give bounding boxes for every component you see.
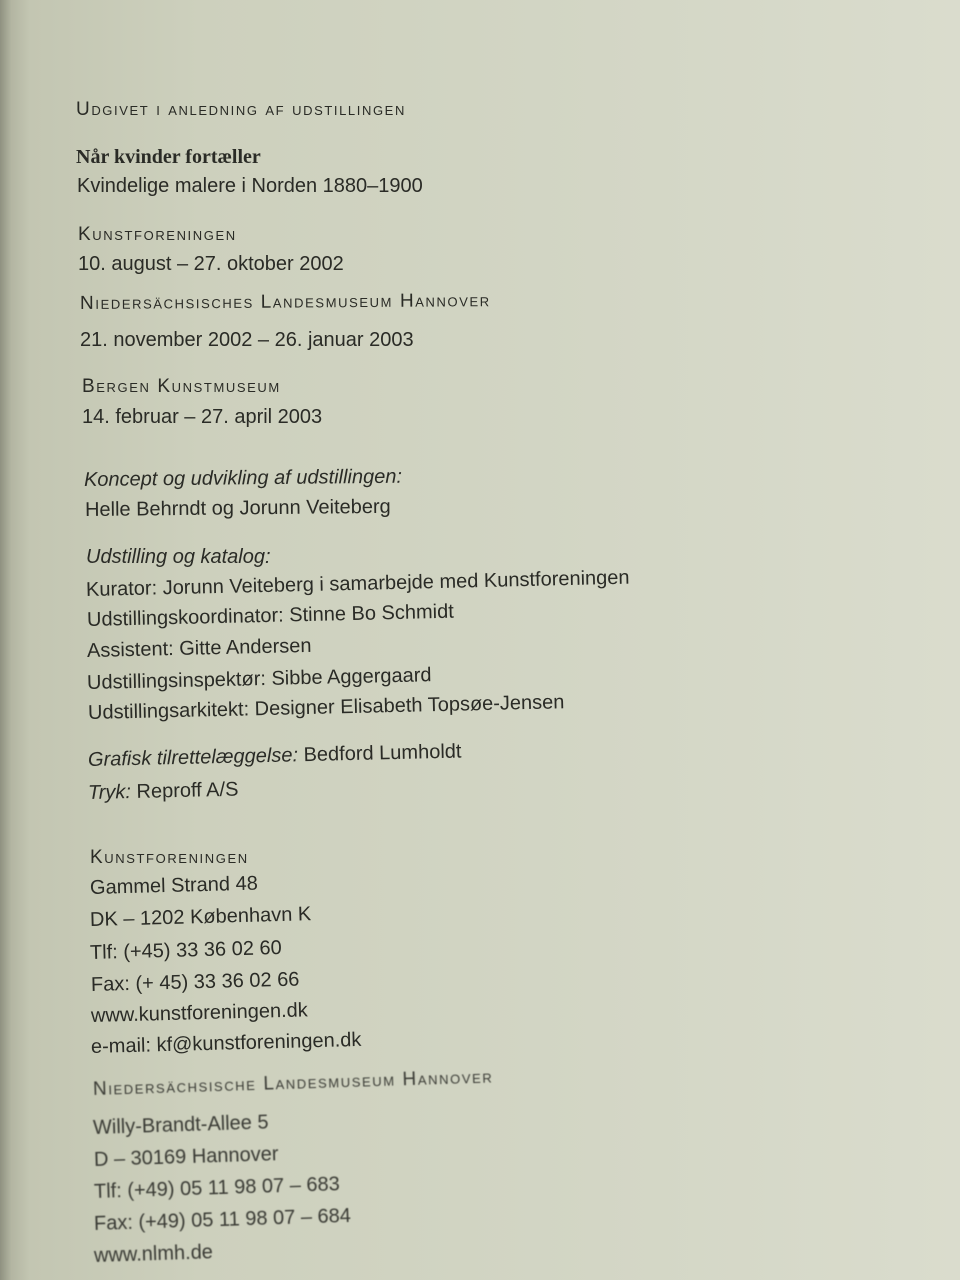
concept-label: Koncept og udvikling af udstillingen: <box>83 465 403 491</box>
phone-line: Tlf: (+45) 33 36 02 60 <box>89 936 283 964</box>
contact-name: Kunstforeningen <box>90 847 249 868</box>
exhibition-subtitle: Kvindelige malere i Norden 1880–1900 <box>77 175 423 197</box>
venue-name: Kunstforeningen <box>78 224 237 245</box>
venue-dates: 14. februar – 27. april 2003 <box>82 406 323 428</box>
address-line: D – 30169 Hannover <box>93 1143 279 1171</box>
credit-line: Assistent: Gitte Andersen <box>86 634 312 662</box>
fax-line: Fax: (+49) 05 11 98 07 – 684 <box>93 1204 352 1235</box>
fax-line: Fax: (+ 45) 33 36 02 66 <box>90 968 300 996</box>
website-link[interactable]: www.nlmh.de <box>93 1241 214 1267</box>
credit-line: Udstillingsarkitekt: Designer Elisabeth Topsøe-Jensen <box>87 691 565 724</box>
venue-dates: 21. november 2002 – 26. januar 2003 <box>80 329 414 351</box>
email-link[interactable]: e-mail: kf@kunstforeningen.dk <box>90 1028 362 1058</box>
address-line: DK – 1202 København K <box>89 903 312 931</box>
exhibition-title: Når kvinder fortæller <box>76 146 261 168</box>
graphic-design-label: Grafisk tilrettelæggelse: <box>87 744 299 771</box>
address-line: Willy-Brandt-Allee 5 <box>92 1111 269 1139</box>
website-link[interactable]: www.kunstforeningen.dk <box>90 999 309 1027</box>
venue-name: Bergen Kunstmuseum <box>82 376 281 397</box>
credit-line: Kurator: Jorunn Veiteberg i samarbejde med Kunstforeningen <box>85 566 630 601</box>
print-label: Tryk: <box>87 781 132 804</box>
page-gutter-shadow <box>0 0 12 1280</box>
concept-value: Helle Behrndt og Jorunn Veiteberg <box>84 495 391 521</box>
credit-line: Udstillingsinspektør: Sibbe Aggergaard <box>86 664 432 694</box>
print-value: Reproff A/S <box>136 778 239 803</box>
graphic-design-value: Bedford Lumholdt <box>303 740 462 767</box>
graphic-design-credit <box>88 740 462 772</box>
venue-dates: 10. august – 27. oktober 2002 <box>78 253 344 275</box>
publication-note: Udgivet i anledning af udstillingen <box>76 99 406 120</box>
venue-name: Niedersächsisches Landesmuseum Hannover <box>79 290 491 314</box>
phone-line: Tlf: (+49) 05 11 98 07 – 683 <box>93 1173 341 1203</box>
print-credit <box>88 778 239 805</box>
contact-name: Niedersächsische Landesmuseum Hannover <box>92 1066 494 1100</box>
credit-line: Udstillingskoordinator: Stinne Bo Schmidt <box>86 600 455 631</box>
exhibition-catalog-label: Udstilling og katalog: <box>86 546 271 568</box>
address-line: Gammel Strand 48 <box>89 872 259 899</box>
